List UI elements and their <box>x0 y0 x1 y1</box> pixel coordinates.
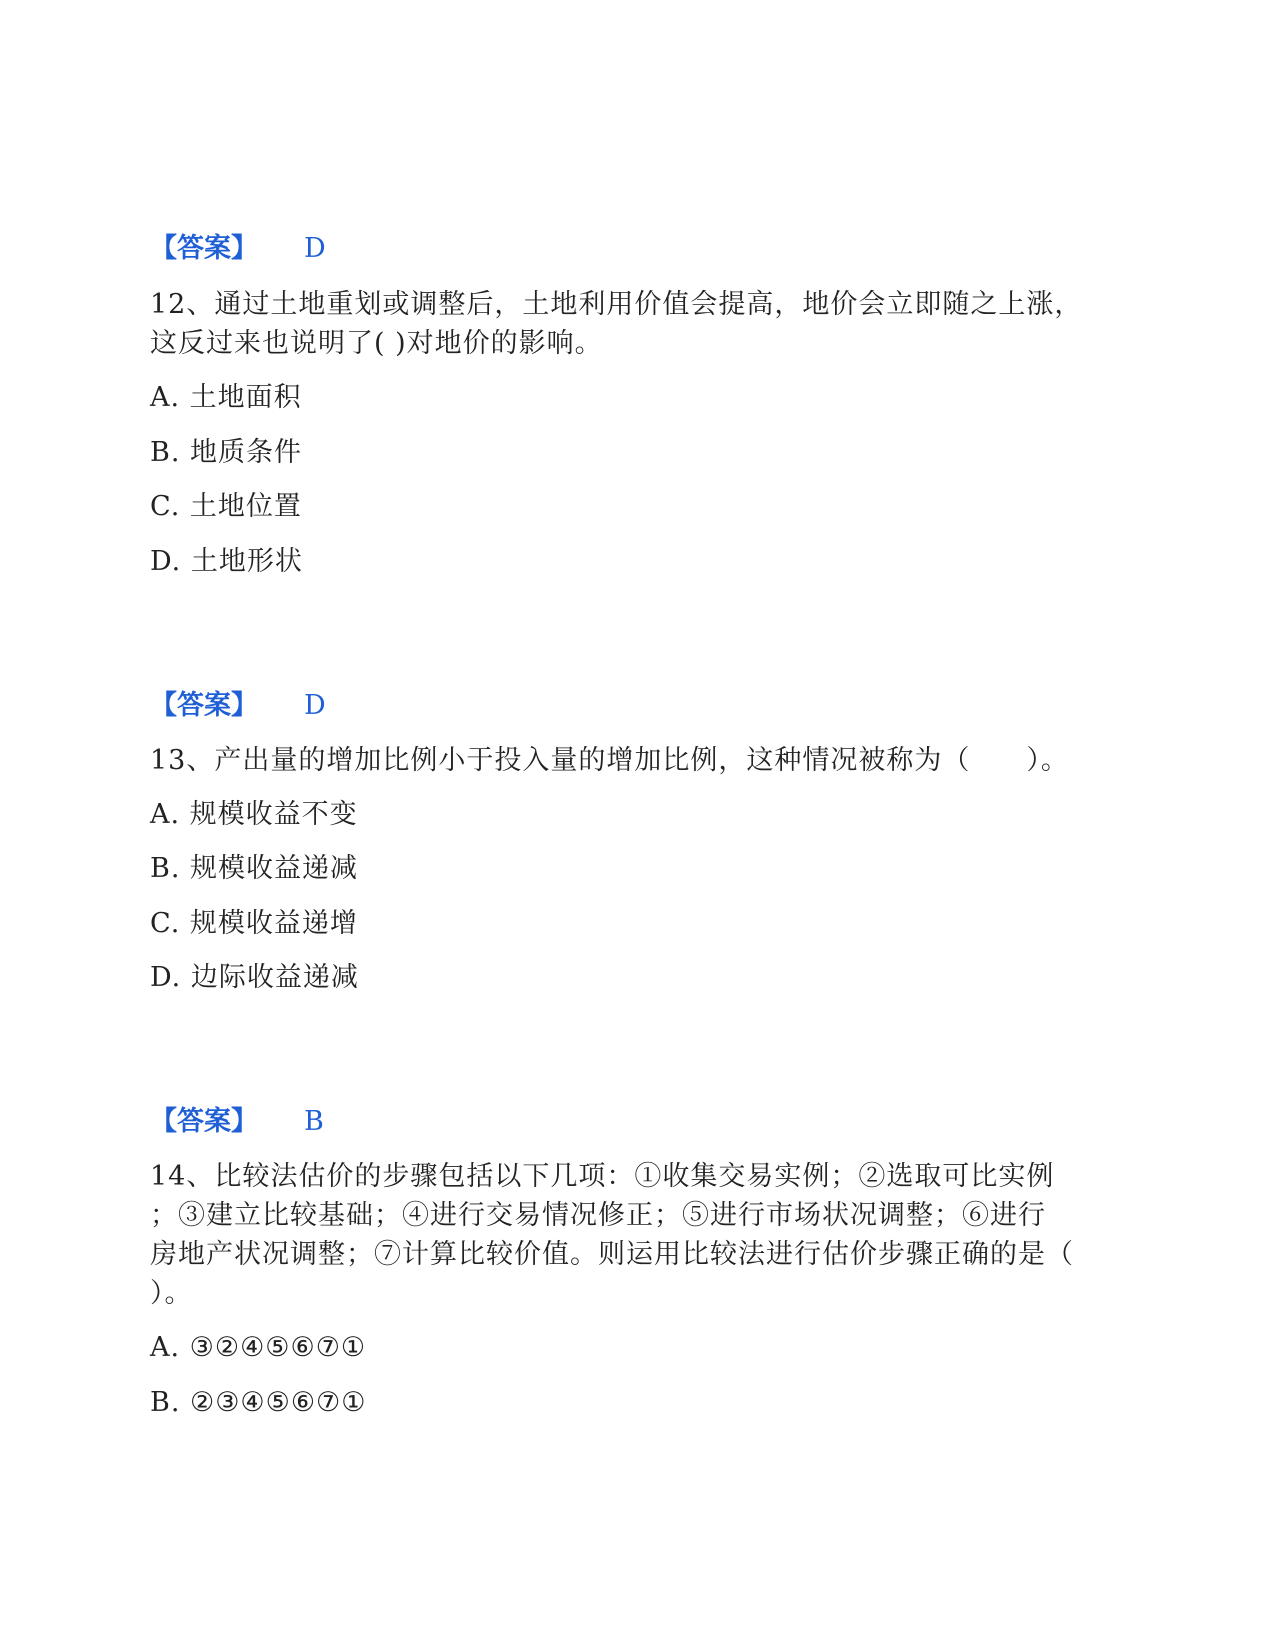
q14-option-b: B. ②③④⑤⑥⑦① <box>150 1387 367 1418</box>
answer-q11 <box>150 229 326 269</box>
q13-option-d: D. 边际收益递减 <box>150 962 359 993</box>
answer-label: 【答案】 <box>150 690 258 721</box>
q14-stem-line1: 14、比较法估价的步骤包括以下几项：①收集交易实例；②选取可比实例 <box>150 1161 1055 1192</box>
answer-value: D <box>304 690 326 721</box>
q12-option-d: D. 土地形状 <box>150 546 303 577</box>
q14-stem-line2: ；③建立比较基础；④进行交易情况修正；⑤进行市场状况调整；⑥进行 <box>150 1200 1046 1231</box>
q14-stem-line4: ）。 <box>150 1278 193 1309</box>
q13-option-a: A. 规模收益不变 <box>150 799 358 830</box>
q14-option-a: A. ③②④⑤⑥⑦① <box>150 1332 367 1363</box>
answer-q12 <box>150 686 326 726</box>
q12-stem-line1: 12、通过土地重划或调整后，土地利用价值会提高，地价会立即随之上涨， <box>150 289 1083 320</box>
q12-option-b: B. 地质条件 <box>150 437 303 468</box>
q13-option-c: C. 规模收益递增 <box>150 908 358 939</box>
answer-value: D <box>304 233 326 264</box>
answer-value: B <box>304 1106 324 1137</box>
q12-option-c: C. 土地位置 <box>150 491 302 522</box>
answer-q13 <box>150 1102 324 1142</box>
q13-stem: 13、产出量的增加比例小于投入量的增加比例，这种情况被称为（ ）。 <box>150 745 1069 776</box>
q14-stem-line3: 房地产状况调整；⑦计算比较价值。则运用比较法进行估价步骤正确的是（ <box>150 1239 1074 1270</box>
q12-option-a: A. 土地面积 <box>150 382 302 413</box>
q12-stem-line2: 这反过来也说明了( )对地价的影响。 <box>150 328 603 359</box>
answer-label: 【答案】 <box>150 1106 258 1137</box>
answer-label: 【答案】 <box>150 233 258 264</box>
q13-option-b: B. 规模收益递减 <box>150 853 359 884</box>
